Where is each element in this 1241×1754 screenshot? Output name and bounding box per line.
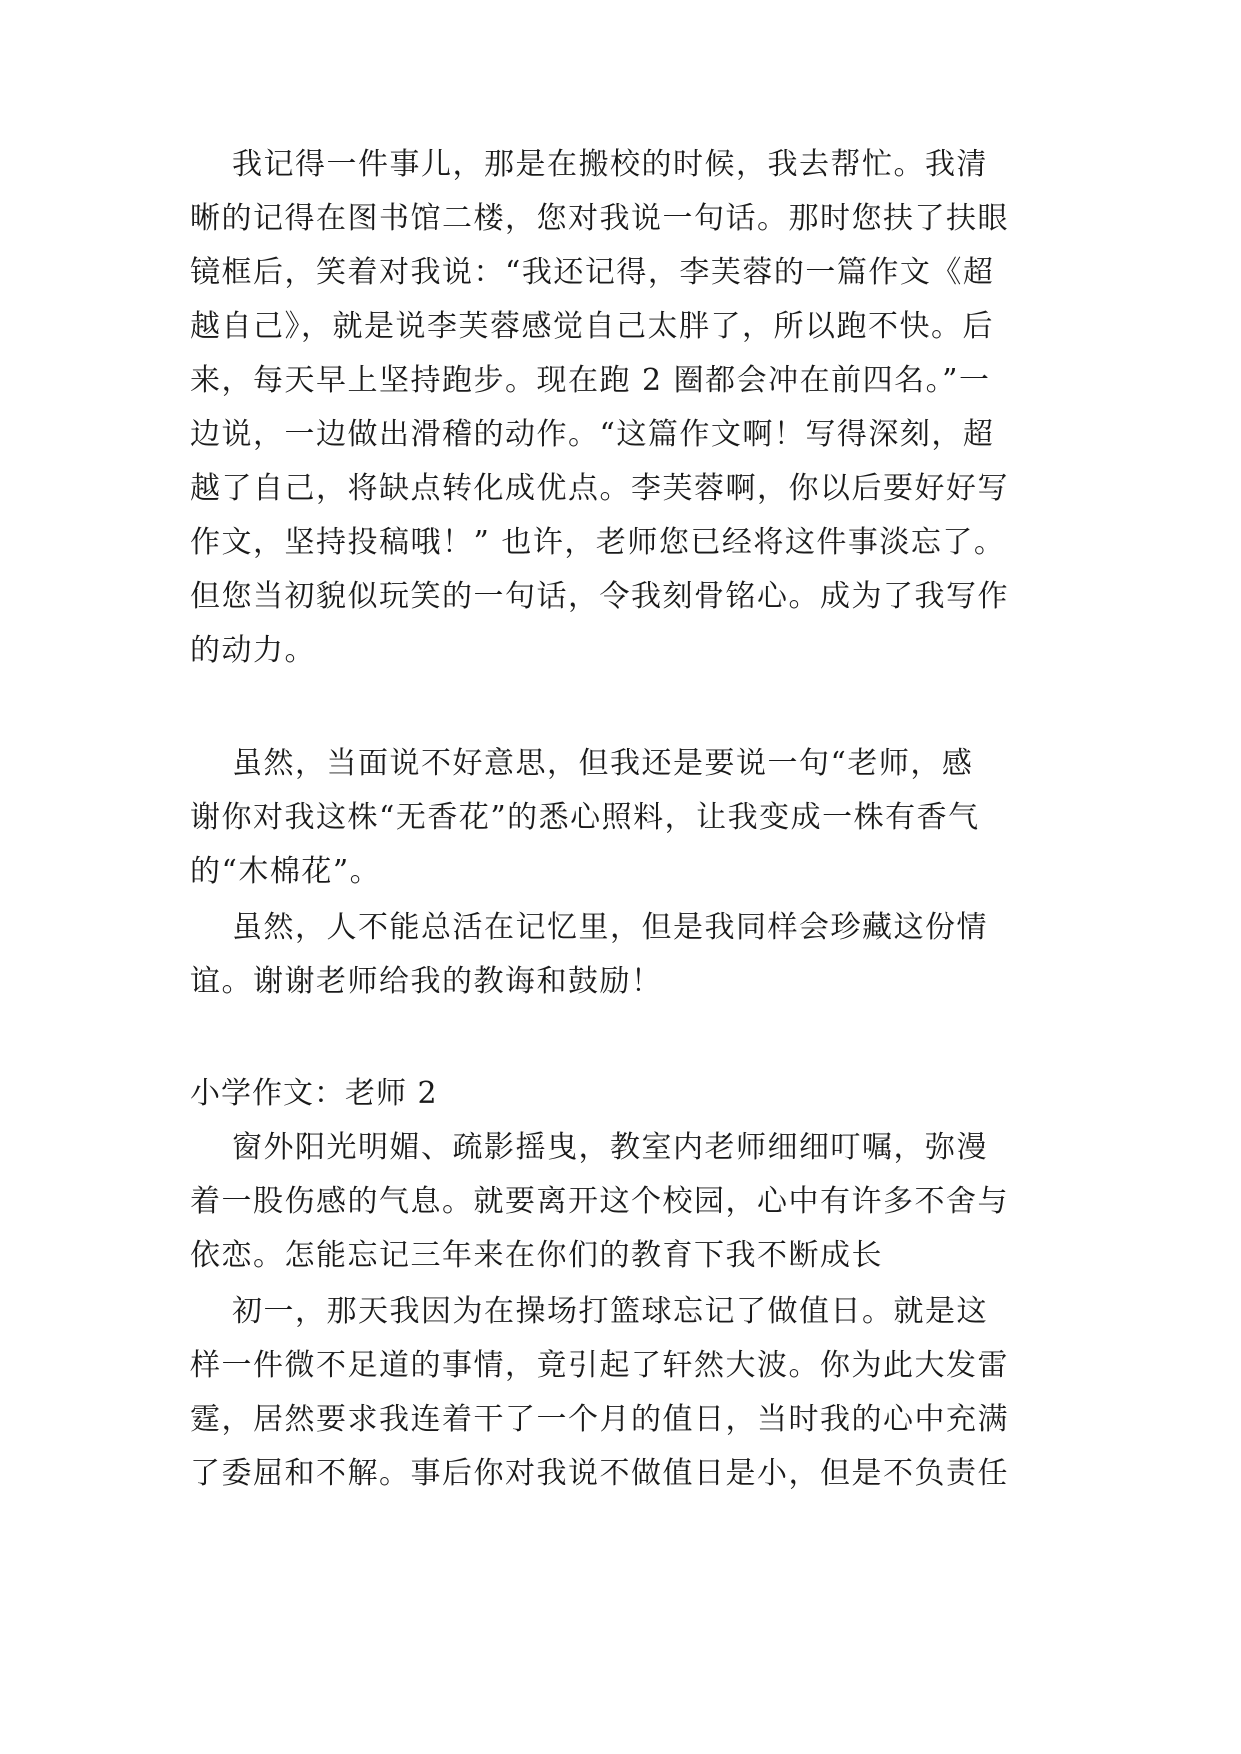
text-line: 依恋。怎能忘记三年来在你们的教育下我不断成长 — [190, 1238, 883, 1273]
text-line: 但您当初貌似玩笑的一句话，令我刻骨铭心。成为了我写作 — [190, 579, 1009, 614]
text-line: 着一股伤感的气息。就要离开这个校园，心中有许多不舍与 — [190, 1184, 1009, 1219]
text-line: 虽然，人不能总活在记忆里，但是我同样会珍藏这份情 — [232, 910, 988, 945]
text-line: 镜框后，笑着对我说：“我还记得，李芙蓉的一篇作文《超 — [190, 255, 995, 290]
section-title: 小学作文：老师 2 — [190, 1076, 438, 1111]
text-line: 来，每天早上坚持跑步。现在跑 2 圈都会冲在前四名。”一 — [190, 363, 991, 398]
text-line: 谊。谢谢老师给我的教诲和鼓励！ — [190, 964, 663, 999]
text-line: 我记得一件事儿，那是在搬校的时候，我去帮忙。我清 — [232, 147, 988, 182]
text-line: 样一件微不足道的事情，竟引起了轩然大波。你为此大发雷 — [190, 1348, 1009, 1383]
text-line: 谢你对我这株“无香花”的悉心照料，让我变成一株有香气 — [190, 800, 980, 835]
text-line: 的“木棉花”。 — [190, 854, 382, 889]
text-line: 晰的记得在图书馆二楼，您对我说一句话。那时您扶了扶眼 — [190, 201, 1009, 236]
text-line: 霆，居然要求我连着干了一个月的值日，当时我的心中充满 — [190, 1402, 1009, 1437]
text-line: 边说，一边做出滑稽的动作。“这篇作文啊！写得深刻，超 — [190, 417, 995, 452]
text-line: 虽然，当面说不好意思，但我还是要说一句“老师，感 — [232, 746, 974, 781]
text-line: 作文，坚持投稿哦！” 也许，老师您已经将这件事淡忘了。 — [190, 525, 1006, 560]
text-line: 越自己》，就是说李芙蓉感觉自己太胖了，所以跑不快。后 — [190, 309, 994, 344]
text-line: 初一，那天我因为在操场打篮球忘记了做值日。就是这 — [232, 1294, 988, 1329]
text-line: 了委屈和不解。事后你对我说不做值日是小，但是不负责任 — [190, 1456, 1009, 1491]
text-line: 窗外阳光明媚、疏影摇曳，教室内老师细细叮嘱，弥漫 — [232, 1130, 988, 1165]
text-line: 越了自己，将缺点转化成优点。李芙蓉啊，你以后要好好写 — [190, 471, 1009, 506]
text-line: 的动力。 — [190, 633, 316, 668]
